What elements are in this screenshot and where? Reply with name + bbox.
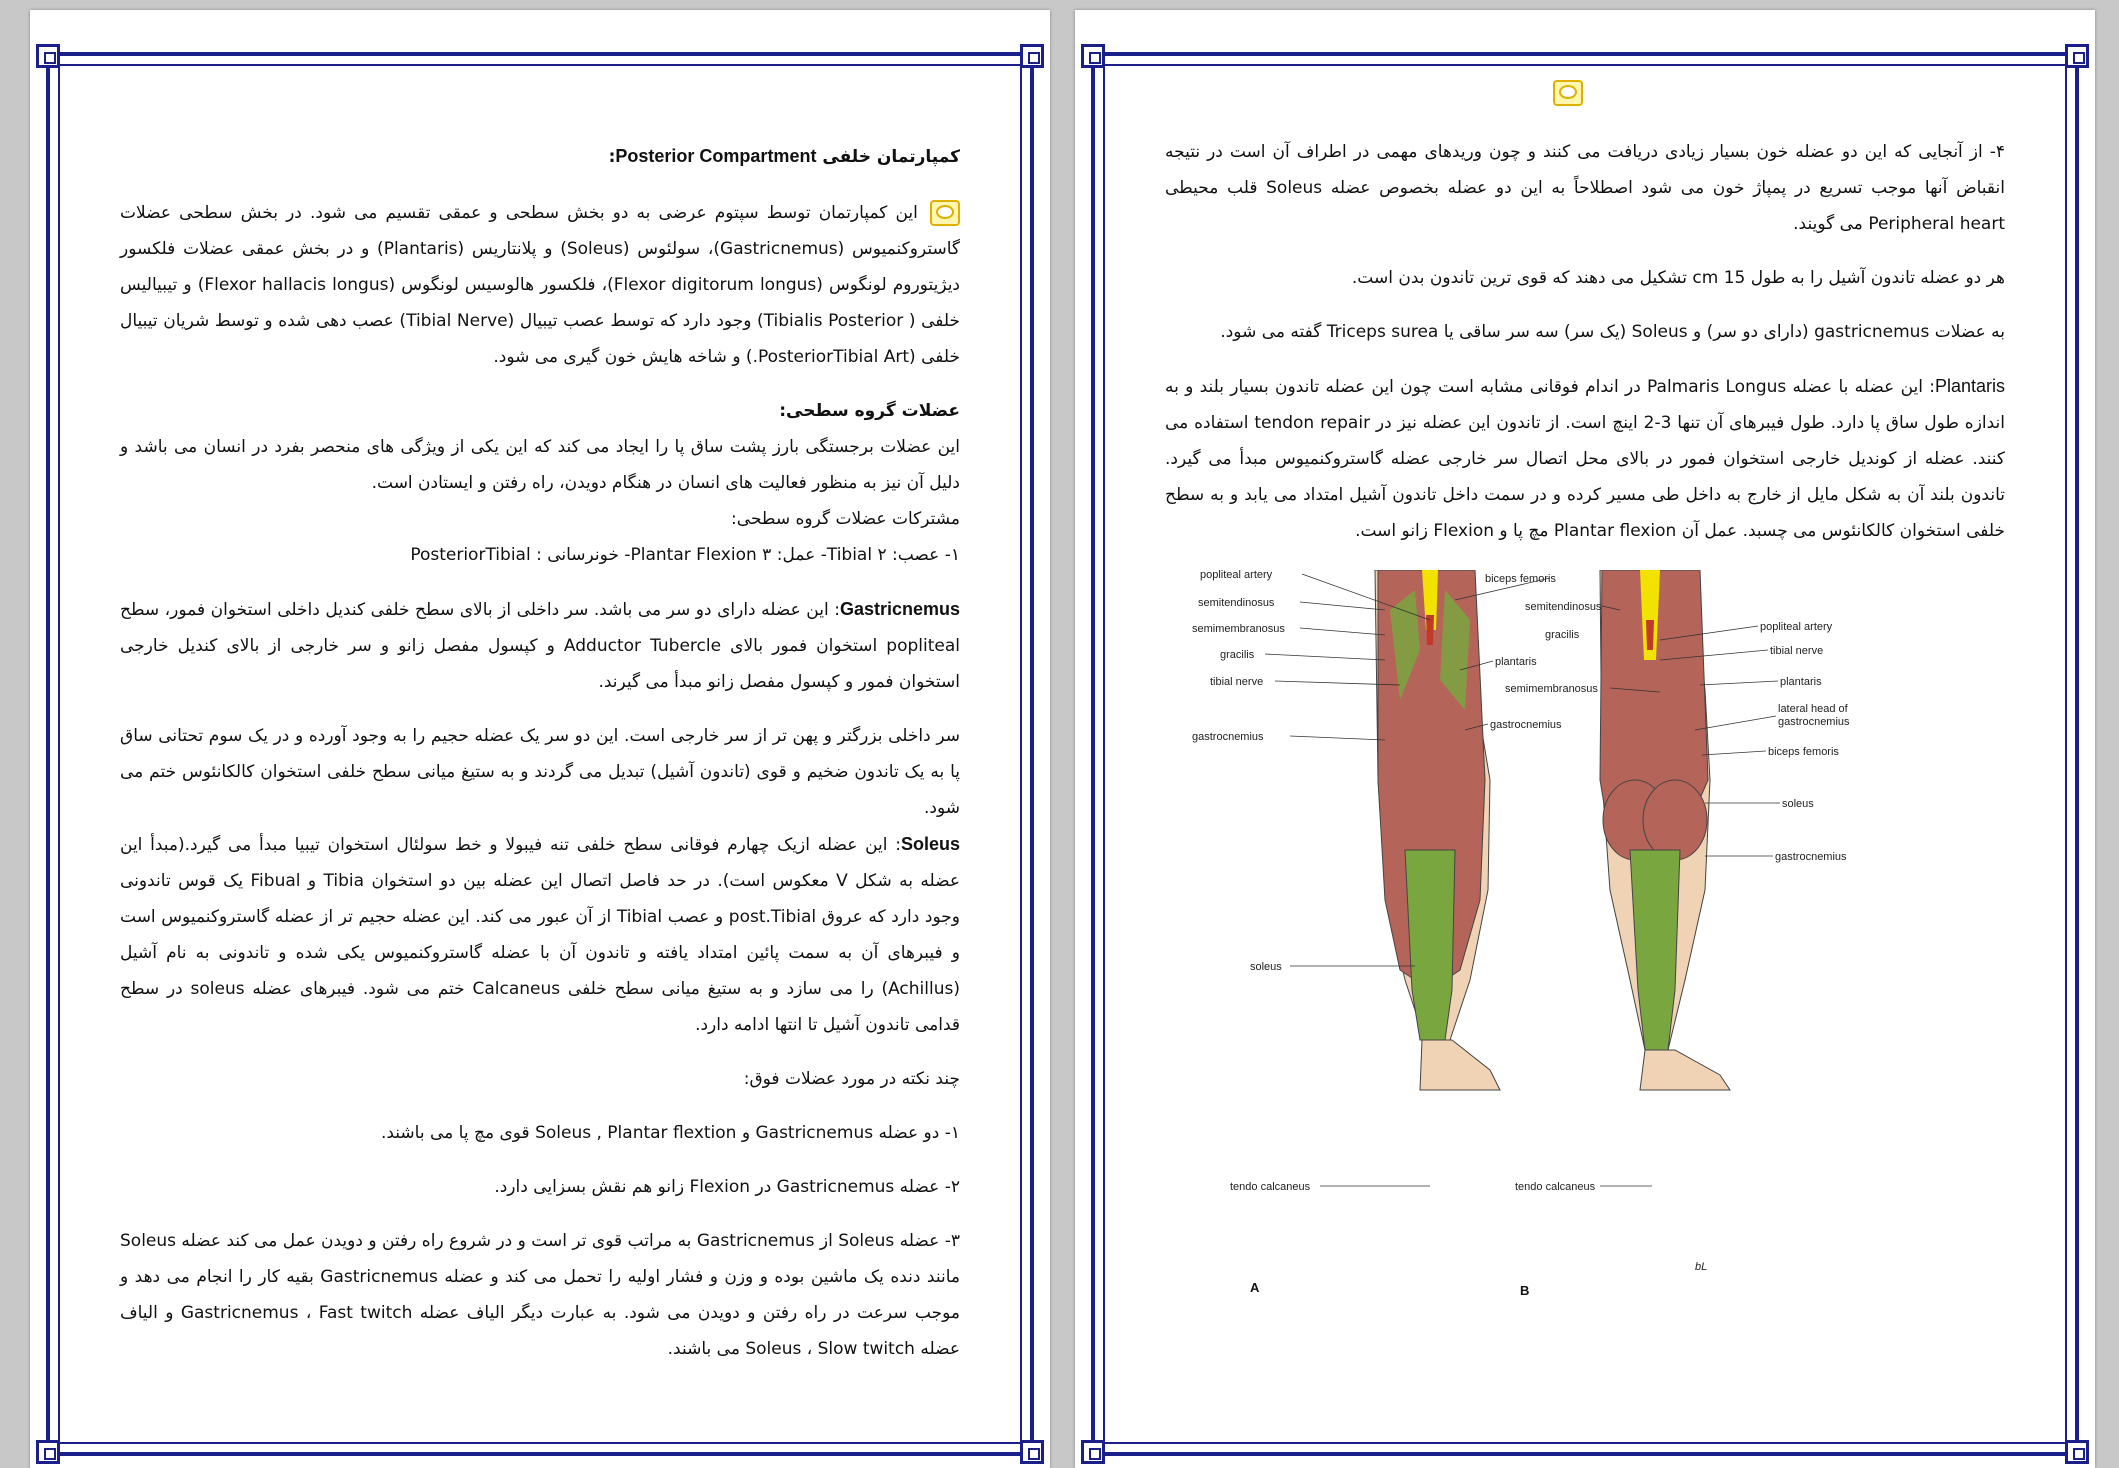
leg-illustration-b bbox=[1600, 570, 1730, 1090]
svg-text:plantaris: plantaris bbox=[1780, 676, 1822, 688]
paragraph: مشترکات عضلات گروه سطحی: bbox=[731, 509, 960, 529]
svg-text:soleus: soleus bbox=[1250, 961, 1282, 973]
svg-text:plantaris: plantaris bbox=[1495, 656, 1537, 668]
sub-heading: عضلات گروه سطحی: bbox=[779, 401, 960, 421]
page-body-right bbox=[1165, 134, 2005, 567]
svg-text:popliteal artery: popliteal artery bbox=[1200, 570, 1273, 581]
paragraph: سر داخلی بزرگتر و پهن تر از سر خارجی است. این دو سر یک عضله حجیم را به وجود آورده و در یک سوم تحتانی ساق پا به یک تاندون ضخیم و قوی (تاندون آشیل) تبدیل می گردند و به ستیغ میانی سطح خلفی استخوان کالکانئوس ختم می شود. bbox=[120, 726, 960, 818]
paragraph: هر دو عضله تاندون آشیل را به طول 15 cm تشکیل می دهند که قوی ترین تاندون بدن است. bbox=[1351, 268, 2005, 288]
plantaris-paragraph: Plantaris: این عضله با عضله Palmaris Longus در اندام فوقانی مشابه است چون این عضله تاندون بسیار بلند و به اندازه طول ساق پا دارد. طول فیبرهای آن تنها 3-2 اینچ است. از تاندون این عضله نیز در tendon repair استفاده می کنند. عضله از کوندیل خارجی استخوان فمور در بالای محل اتصال سر خارجی عضله گاستروکنمیوس مبدأ می گیرد. تاندون بلند آن به شکل مایل از خارج به داخل طی مسیر کرده و در سمت داخل تاندون آشیل امتداد می یابد و به سطح خلفی استخوان کالکانئوس می چسبد. عمل آن Plantar flexion مچ پا و Flexion زانو است. bbox=[1165, 376, 2005, 541]
svg-text:biceps femoris: biceps femoris bbox=[1768, 746, 1839, 758]
svg-text:lateral head of: lateral head of bbox=[1778, 703, 1848, 715]
svg-text:soleus: soleus bbox=[1782, 798, 1814, 810]
figure-labels-right bbox=[1760, 621, 1850, 863]
border-corner-ornament bbox=[1081, 1440, 1105, 1464]
list-item: ۳- عضله Soleus از Gastricnemus به مراتب قوی تر است و در شروع راه رفتن و دویدن عمل می کند عضله Soleus مانند دنده یک ماشین بوده و وزن و فشار اولیه را تحمل می کند و عضله Gastricnemus بقیه کار را انجام می دهد و موجب سرعت در راه رفتن و دویدن می شود. به عبارت دیگر الیاف عضله Gastricnemus ، Fast twitch و الیاف عضله Soleus ، Slow twitch می باشند. bbox=[120, 1231, 960, 1359]
svg-text:semitendinosus: semitendinosus bbox=[1198, 597, 1275, 609]
border-corner-ornament bbox=[36, 1440, 60, 1464]
paragraph: ۴- از آنجایی که این دو عضله خون بسیار زیادی دریافت می کنند و چون وریدهای مهمی در اطراف آن است در نتیجه انقباض آنها موجب تسریع در پمپاژ خون می شود اصطلاحاً به این دو عضله بخصوص عضله Soleus قلب محیطی Peripheral heart می گویند. bbox=[1165, 142, 2005, 234]
svg-text:biceps femoris: biceps femoris bbox=[1485, 573, 1556, 585]
document-page-left bbox=[30, 10, 1050, 1468]
border-corner-ornament bbox=[36, 44, 60, 68]
soleus-paragraph: Soleus: این عضله ازیک چهارم فوقانی سطح خلفی تنه فیبولا و خط سولئال استخوان تیبیا مبدأ می گیرد.(مبدأ این عضله به شکل V معکوس است). در حد فاصل اتصال این عضله بین دو استخوان Tibia و Fibual یک قوس تاندونی وجود دارد که عروق post.Tibial و عصب Tibial از آن عبور می کند. این عضله حجیم تر از عضله گاستروکنمیوس است و فیبرهای آن به سمت پائین امتداد یافته و تاندون آن با عضله گاستروکنمیوس یکی شده و تاندونی به نام آشیل (Achillus) را می سازد و به ستیغ میانی سطح خلفی Calcaneus ختم می شود. فیبرهای عضله soleus در سطح قدامی تاندون آشیل تا انتها ادامه دارد. bbox=[120, 834, 961, 1035]
figure-letter-b: B bbox=[1520, 1283, 1530, 1298]
comment-icon[interactable] bbox=[1553, 80, 1583, 106]
border-corner-ornament bbox=[2065, 1440, 2089, 1464]
paragraph: این عضلات برجستگی بارز پشت ساق پا را ایجاد می کند که این یکی از ویژگی های منحصر بفرد در انسان می باشد و دلیل آن نیز به منظور فعالیت های انسان در هنگام دویدن، راه رفتن و ایستادن است. bbox=[120, 437, 960, 493]
intro-paragraph: این کمپارتمان توسط سپتوم عرضی به دو بخش سطحی و عمقی تقسیم می شود. در بخش سطحی عضلات گاستروکنمیوس (Gastricnemus)، سولئوس (Soleus) و پلانتاریس (Plantaris) و در بخش عمقی عضلات فلکسور دیژیتوروم لونگوس (Flexor digitorum longus)، فلکسور هالوسیس لونگوس (Flexor hallacis longus) و تیبیالیس خلفی ( Tibialis Posterior) وجود دارد که توسط عصب تیبیال (Tibial Nerve) عصب دهی شده و توسط شریان تیبیال خلفی (PosteriorTibial Art.) و شاخه هایش خون گیری می شود. bbox=[120, 195, 960, 375]
svg-text:tendo calcaneus: tendo calcaneus bbox=[1230, 1181, 1311, 1193]
list-item: ۱- دو عضله Gastricnemus و Soleus , Plantar flextion قوی مچ پا می باشند. bbox=[380, 1123, 960, 1143]
svg-text:tibial nerve: tibial nerve bbox=[1210, 676, 1264, 688]
paragraph: به عضلات gastricnemus (دارای دو سر) و Soleus (یک سر) سه سر ساقی یا Triceps surea گفته می شود. bbox=[1220, 322, 2005, 342]
common-features-line: ۱- عصب: Tibial ۲- عمل: Plantar Flexion ۳- خونرسانی : PosteriorTibial bbox=[410, 545, 960, 565]
svg-text:semitendinosus: semitendinosus bbox=[1525, 601, 1602, 613]
figure-labels-middle bbox=[1485, 573, 1602, 1193]
svg-text:gastrocnemius: gastrocnemius bbox=[1490, 719, 1562, 731]
svg-text:semimembranosus: semimembranosus bbox=[1505, 683, 1598, 695]
svg-text:tendo calcaneus: tendo calcaneus bbox=[1515, 1181, 1596, 1193]
border-corner-ornament bbox=[1081, 44, 1105, 68]
border-corner-ornament bbox=[1020, 44, 1044, 68]
gastrocnemius-paragraph: Gastricnemus: این عضله دارای دو سر می باشد. سر داخلی از بالای سطح خلفی کندیل داخلی استخوان فمور، سطح popliteal استخوان فمور بالای Adductor Tubercle و کپسول مفصل زانو و سر خارجی از بالای کندیل خارجی استخوان فمور و کپسول مفصل زانو مبدأ می گیرند. bbox=[120, 599, 960, 692]
svg-text:semimembranosus: semimembranosus bbox=[1192, 623, 1285, 635]
figure-letter-a: A bbox=[1250, 1280, 1260, 1295]
border-corner-ornament bbox=[1020, 1440, 1044, 1464]
figure-labels-left bbox=[1192, 570, 1311, 1193]
svg-text:popliteal artery: popliteal artery bbox=[1760, 621, 1833, 633]
svg-text:gastrocnemius: gastrocnemius bbox=[1778, 716, 1850, 728]
page-body-left bbox=[120, 138, 960, 1385]
comment-icon[interactable] bbox=[930, 200, 960, 226]
paragraph: چند نکته در مورد عضلات فوق: bbox=[743, 1069, 960, 1089]
section-heading: کمپارتمان خلفی Posterior Compartment: bbox=[608, 146, 960, 167]
artist-signature: bL bbox=[1695, 1261, 1708, 1273]
document-page-right bbox=[1075, 10, 2095, 1468]
svg-text:gastrocnemius: gastrocnemius bbox=[1192, 731, 1264, 743]
svg-text:gracilis: gracilis bbox=[1220, 649, 1255, 661]
svg-text:gastrocnemius: gastrocnemius bbox=[1775, 851, 1847, 863]
posterior-leg-muscles-figure bbox=[1190, 570, 1910, 1330]
leg-illustration-a bbox=[1375, 570, 1500, 1090]
list-item: ۲- عضله Gastricnemus در Flexion زانو هم نقش بسزایی دارد. bbox=[494, 1177, 960, 1197]
svg-text:tibial nerve: tibial nerve bbox=[1770, 645, 1824, 657]
svg-text:gracilis: gracilis bbox=[1545, 629, 1580, 641]
border-corner-ornament bbox=[2065, 44, 2089, 68]
